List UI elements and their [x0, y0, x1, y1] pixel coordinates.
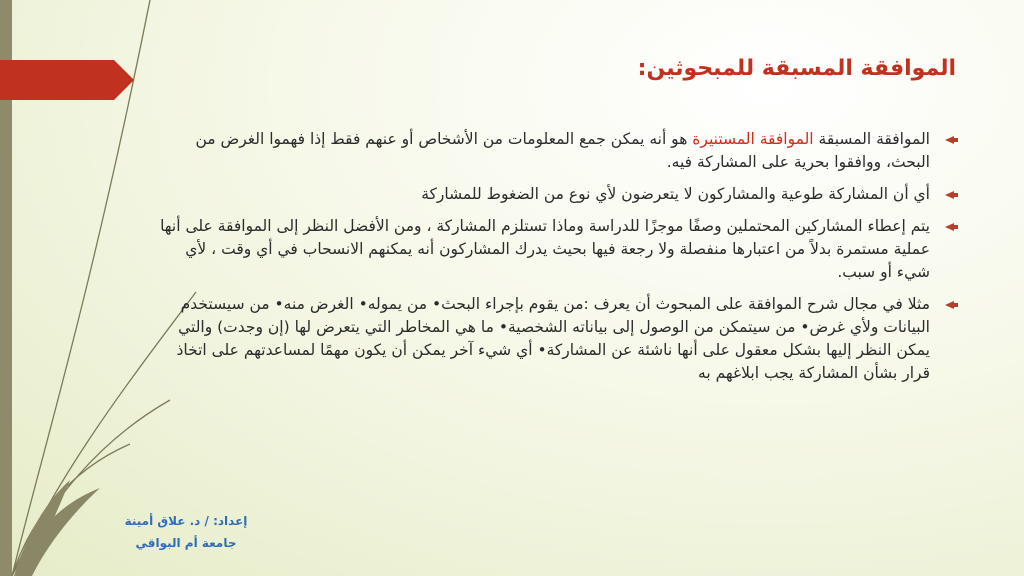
title-banner-arrow: [0, 60, 134, 100]
arrow-bullet-icon: [945, 301, 954, 309]
bullet-example: [160, 293, 954, 385]
bullet-voluntary: [160, 183, 954, 206]
arrow-bullet-icon: [945, 223, 954, 231]
bullet-text: أي أن المشاركة طوعية والمشاركون لا يتعرضون لأي نوع من الضغوط للمشاركة: [421, 185, 930, 203]
arrow-bullet-icon: [945, 191, 954, 199]
bullet-description: [160, 215, 954, 284]
bullet-text-end: هو أنه يمكن جمع المعلومات من الأشخاص أو عنهم فقط إذا فهموا الغرض من البحث، ووافقوا بحرية على المشاركة فيه.: [195, 130, 930, 171]
slide-title: الموافقة المسبقة للمبحوثين:: [637, 56, 956, 81]
bullet-informed-consent: [160, 128, 954, 174]
bullet-text: يتم إعطاء المشاركين المحتملين وصفًا موجزًا للدراسة وماذا تستلزم المشاركة ، ومن الأفضل النظر إلى الموافقة على أنها عملية مستمرة بدلاً من اعتبارها منفصلة ولا رجعة فيها بحيث يدرك المشاركون أنه يمكنهم الانسحاب في أي وقت ، لأي شيء أو سبب.: [160, 217, 930, 281]
footer-author: إعداد: / د. علاق أمينة: [124, 514, 248, 528]
arrow-bullet-icon: [945, 136, 954, 144]
bullet-text: مثلا في مجال شرح الموافقة على المبحوث أن يعرف :من يقوم بإجراء البحث• من يموله• الغرض منه• من سيستخدم البيانات ولأي غرض• من سيتمكن من الوصول إلى بياناته الشخصية• ما هي المخاطر التي يتعرض لها (إن وجدت) والتي يمكن النظر إليها بشكل معقول على أنها ناشئة عن المشاركة• أي شيء آخر يمكن أن يكون مهمًا لمساعدتهم على اتخاذ قرار بشأن المشاركة يجب ابلاغهم به: [176, 295, 930, 382]
highlighted-term: الموافقة المستنيرة: [692, 130, 814, 148]
footer-university: جامعة أم البواقي: [135, 536, 237, 550]
bullet-text-start: الموافقة المسبقة: [813, 130, 930, 148]
bullet-list: [160, 128, 954, 394]
footer-credits: [116, 510, 256, 554]
